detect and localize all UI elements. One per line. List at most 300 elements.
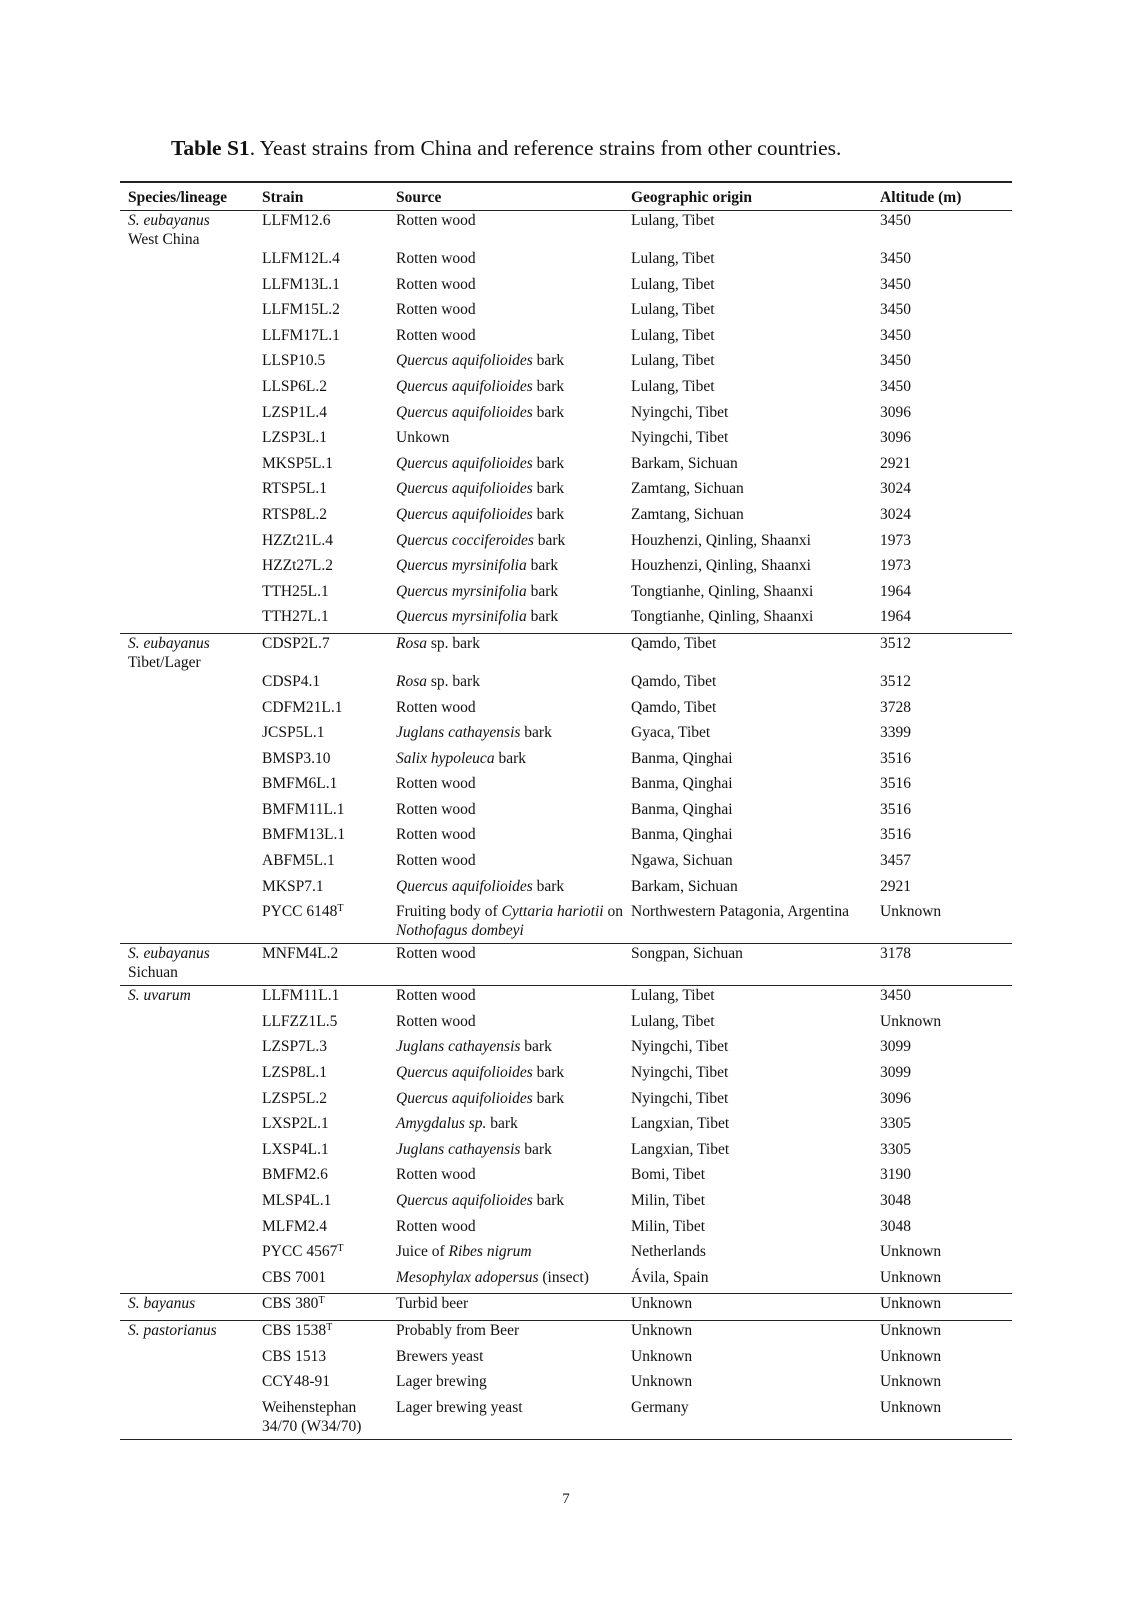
strain-cell xyxy=(254,851,388,877)
header-source: Source xyxy=(388,182,623,211)
source-text: bark xyxy=(526,557,559,575)
strain-name: TTH27L.1 xyxy=(262,608,329,626)
source-cell xyxy=(388,607,623,633)
header-species: Species/lineage xyxy=(120,182,254,211)
origin-cell: Germany xyxy=(623,1398,872,1440)
origin-cell: Langxian, Tibet xyxy=(631,1140,730,1158)
origin-cell: Nyingchi, Tibet xyxy=(631,429,729,447)
strain-cell xyxy=(254,749,388,775)
species-cell xyxy=(120,1012,254,1038)
source-cell xyxy=(388,505,623,531)
species-cell xyxy=(120,249,254,275)
table-row xyxy=(120,1242,1012,1268)
altitude-cell: 3048 xyxy=(880,1192,911,1209)
source-text: Quercus myrsinifolia xyxy=(396,582,527,600)
source-cell xyxy=(388,454,623,480)
strain-cell xyxy=(254,1347,388,1373)
source-text: Rotten wood xyxy=(396,775,476,793)
source-text: Rotten wood xyxy=(396,326,476,344)
strain-name: JCSP5L.1 xyxy=(262,724,325,742)
species-cell xyxy=(120,1347,254,1373)
table-row xyxy=(120,1114,1012,1140)
species-name: S. bayanus xyxy=(128,1295,196,1313)
table-row xyxy=(120,1398,1012,1440)
species-name: S. eubayanus xyxy=(128,212,210,229)
strain-cell xyxy=(254,403,388,429)
altitude-cell: 3450 xyxy=(880,377,911,395)
strain-cell xyxy=(254,1398,388,1440)
source-cell xyxy=(388,1012,623,1038)
type-strain-mark: T xyxy=(326,1321,333,1333)
strain-name: PYCC 4567 xyxy=(262,1243,338,1261)
strain-cell xyxy=(254,1372,388,1398)
source-text: Rotten wood xyxy=(396,250,476,267)
source-text: bark xyxy=(532,377,565,395)
source-text: bark xyxy=(532,1089,565,1107)
source-cell xyxy=(388,479,623,505)
strain-name: LZSP5L.2 xyxy=(262,1089,328,1107)
altitude-cell: 3048 xyxy=(880,1217,911,1235)
source-text: Juglans cathayensis xyxy=(396,724,521,742)
altitude-cell: 3450 xyxy=(880,326,911,344)
altitude-cell: 3024 xyxy=(880,505,911,523)
altitude-cell: 3190 xyxy=(880,1166,911,1184)
source-cell xyxy=(388,300,623,326)
table-row xyxy=(120,582,1012,608)
origin-cell: Milin, Tibet xyxy=(631,1192,706,1209)
species-cell xyxy=(120,902,254,944)
strain-name: LLFM12L.4 xyxy=(262,250,340,267)
strain-cell xyxy=(254,1165,388,1191)
origin-cell: Gyaca, Tibet xyxy=(631,724,711,742)
altitude-cell: 1973 xyxy=(880,557,911,575)
table-row xyxy=(120,403,1012,429)
table-row xyxy=(120,249,1012,275)
strain-name: MKSP5L.1 xyxy=(262,454,334,472)
strain-name: ABFM5L.1 xyxy=(262,852,335,870)
source-text: bark xyxy=(532,454,565,472)
source-text: Probably from Beer xyxy=(396,1321,520,1339)
species-cell xyxy=(120,1165,254,1191)
altitude-cell: 1964 xyxy=(880,582,911,600)
table-row xyxy=(120,851,1012,877)
source-text: Rotten wood xyxy=(396,987,476,1005)
altitude-cell: 3305 xyxy=(880,1140,911,1158)
origin-cell: Banma, Qinghai xyxy=(631,775,733,793)
table-row xyxy=(120,698,1012,724)
altitude-cell: Unknown xyxy=(872,1320,1012,1346)
strain-name: MKSP7.1 xyxy=(262,877,324,895)
species-name: S. pastorianus xyxy=(128,1321,217,1339)
origin-cell: Banma, Qinghai xyxy=(631,826,733,844)
table-row xyxy=(120,633,1012,672)
species-cell xyxy=(120,1037,254,1063)
strain-cell xyxy=(254,1320,388,1346)
source-cell xyxy=(388,944,623,986)
origin-cell: Lulang, Tibet xyxy=(623,986,872,1012)
source-text: bark xyxy=(520,724,552,742)
table-row xyxy=(120,479,1012,505)
strain-name: HZZt27L.2 xyxy=(262,557,334,575)
altitude-cell: Unknown xyxy=(880,1347,942,1365)
source-text: Rotten wood xyxy=(396,1217,476,1235)
strain-cell xyxy=(254,723,388,749)
source-text: Cyttaria hariotii xyxy=(501,903,604,921)
species-cell xyxy=(120,986,254,1012)
species-cell xyxy=(120,556,254,582)
strain-cell xyxy=(254,607,388,633)
species-cell xyxy=(120,877,254,903)
species-cell xyxy=(120,1140,254,1166)
source-text: Quercus aquifolioides xyxy=(396,480,533,498)
altitude-cell: 3516 xyxy=(880,775,911,793)
table-row xyxy=(120,326,1012,352)
source-cell xyxy=(388,249,623,275)
source-cell xyxy=(388,1398,623,1440)
species-cell xyxy=(120,300,254,326)
altitude-cell: 3099 xyxy=(880,1064,911,1082)
source-text: Quercus myrsinifolia xyxy=(396,608,527,626)
species-cell xyxy=(120,607,254,633)
type-strain-mark: T xyxy=(337,1243,344,1255)
altitude-cell: 3728 xyxy=(880,698,911,716)
strain-cell xyxy=(254,986,388,1012)
origin-cell: Tongtianhe, Qinling, Shaanxi xyxy=(631,608,814,626)
table-row xyxy=(120,377,1012,403)
origin-cell: Houzhenzi, Qinling, Shaanxi xyxy=(631,557,811,575)
altitude-cell: 3512 xyxy=(880,672,911,690)
source-text: on xyxy=(603,903,627,921)
species-name: S. eubayanus xyxy=(128,945,210,963)
source-text: Rotten wood xyxy=(396,212,476,229)
table-row xyxy=(120,556,1012,582)
origin-cell: Lulang, Tibet xyxy=(631,301,715,319)
source-text: Rosa xyxy=(396,672,427,690)
table-row xyxy=(120,351,1012,377)
strain-name: LZSP8L.1 xyxy=(262,1064,328,1082)
strain-name: LLFZZ1L.5 xyxy=(262,1012,338,1030)
source-cell xyxy=(388,1294,623,1321)
strain-name: BMSP3.10 xyxy=(262,749,331,767)
species-cell xyxy=(120,698,254,724)
strain-name: LLFM15L.2 xyxy=(262,301,340,319)
species-cell xyxy=(120,403,254,429)
origin-cell: Lulang, Tibet xyxy=(631,275,715,293)
strain-cell xyxy=(254,454,388,480)
altitude-cell: 1973 xyxy=(880,531,911,549)
lineage-name: Sichuan xyxy=(128,964,178,982)
table-row xyxy=(120,607,1012,633)
species-cell xyxy=(120,1114,254,1140)
origin-cell: Unknown xyxy=(631,1373,693,1391)
source-cell xyxy=(388,351,623,377)
table-row xyxy=(120,672,1012,698)
source-cell xyxy=(388,1347,623,1373)
source-cell xyxy=(388,774,623,800)
source-text: bark xyxy=(532,877,565,895)
source-text: Rotten wood xyxy=(396,698,476,716)
strain-name: BMFM2.6 xyxy=(262,1166,328,1184)
species-cell xyxy=(120,723,254,749)
species-cell xyxy=(120,774,254,800)
source-cell xyxy=(388,1063,623,1089)
strain-cell xyxy=(254,479,388,505)
table-row xyxy=(120,1347,1012,1373)
source-cell xyxy=(388,749,623,775)
source-text: bark xyxy=(533,531,566,549)
strain-cell xyxy=(254,1089,388,1115)
origin-cell: Unknown xyxy=(623,1294,872,1321)
source-text: Mesophylax adopersus xyxy=(396,1268,539,1286)
caption-text: . Yeast strains from China and reference strains from other countries. xyxy=(249,136,842,160)
origin-cell: Unknown xyxy=(631,1347,693,1365)
source-text: bark xyxy=(532,352,565,370)
source-cell xyxy=(388,1114,623,1140)
table-row xyxy=(120,1372,1012,1398)
strain-cell xyxy=(254,1012,388,1038)
origin-cell: Lulang, Tibet xyxy=(631,352,715,370)
source-text: bark xyxy=(526,608,559,626)
source-cell xyxy=(388,556,623,582)
source-cell xyxy=(388,1268,623,1294)
species-cell xyxy=(120,1242,254,1268)
source-text: Juice of xyxy=(396,1243,449,1261)
table-caption xyxy=(171,136,841,161)
table-row xyxy=(120,428,1012,454)
origin-cell: Songpan, Sichuan xyxy=(623,944,872,986)
strain-cell xyxy=(254,300,388,326)
species-cell xyxy=(120,749,254,775)
source-cell xyxy=(388,672,623,698)
source-text: bark xyxy=(486,1115,518,1133)
source-cell xyxy=(388,1165,623,1191)
source-text: Quercus aquifolioides xyxy=(396,377,533,395)
table-row xyxy=(120,1268,1012,1294)
species-cell xyxy=(120,851,254,877)
origin-cell: Nyingchi, Tibet xyxy=(631,1089,729,1107)
source-text: Rotten wood xyxy=(396,852,476,870)
altitude-cell: 2921 xyxy=(880,877,911,895)
species-cell xyxy=(120,1217,254,1243)
origin-cell: Zamtang, Sichuan xyxy=(631,480,744,498)
source-text: Nothofagus dombeyi xyxy=(396,922,524,940)
strain-name: RTSP5L.1 xyxy=(262,480,327,498)
altitude-cell: Unknown xyxy=(872,1398,1012,1440)
table-row xyxy=(120,1165,1012,1191)
altitude-cell: 3450 xyxy=(880,250,911,267)
altitude-cell: 2921 xyxy=(880,454,911,472)
origin-cell: Lulang, Tibet xyxy=(631,377,715,395)
altitude-cell: Unknown xyxy=(880,1373,942,1391)
source-text: Rotten wood xyxy=(396,945,476,963)
strain-cell xyxy=(254,1294,388,1321)
strain-name: MLSP4L.1 xyxy=(262,1192,332,1209)
species-cell xyxy=(120,531,254,557)
strain-name: LXSP4L.1 xyxy=(262,1140,329,1158)
origin-cell: Qamdo, Tibet xyxy=(631,672,717,690)
species-cell xyxy=(120,454,254,480)
altitude-cell: 3096 xyxy=(880,403,911,421)
strain-cell xyxy=(254,249,388,275)
origin-cell: Bomi, Tibet xyxy=(631,1166,706,1184)
strain-name: BMFM13L.1 xyxy=(262,826,346,844)
source-text: Quercus aquifolioides xyxy=(396,877,533,895)
strain-name: LLFM17L.1 xyxy=(262,326,340,344)
altitude-cell: Unknown xyxy=(872,1294,1012,1321)
strain-cell xyxy=(254,1242,388,1268)
table-row xyxy=(120,1063,1012,1089)
source-cell xyxy=(388,1372,623,1398)
strain-name: LLFM13L.1 xyxy=(262,275,340,293)
origin-cell: Barkam, Sichuan xyxy=(631,454,738,472)
strain-cell xyxy=(254,275,388,301)
altitude-cell: Unknown xyxy=(880,1012,942,1030)
table-row xyxy=(120,902,1012,944)
strain-cell xyxy=(254,774,388,800)
source-cell xyxy=(388,723,623,749)
source-text: Rosa xyxy=(396,634,427,652)
source-text: Rotten wood xyxy=(396,800,476,818)
strain-name: CDSP2L.7 xyxy=(262,634,330,652)
origin-cell: Qamdo, Tibet xyxy=(623,633,872,672)
table-row xyxy=(120,1089,1012,1115)
source-text: Quercus aquifolioides xyxy=(396,403,533,421)
source-cell xyxy=(388,403,623,429)
source-cell xyxy=(388,902,627,944)
table-row xyxy=(120,1012,1012,1038)
strain-cell xyxy=(254,902,388,944)
source-cell xyxy=(388,326,623,352)
origin-cell: Houzhenzi, Qinling, Shaanxi xyxy=(631,531,811,549)
strain-name: CCY48-91 xyxy=(262,1373,331,1391)
type-strain-mark: T xyxy=(337,903,344,915)
species-cell xyxy=(120,1063,254,1089)
strain-name: LZSP7L.3 xyxy=(262,1038,328,1056)
altitude-cell: 3450 xyxy=(880,275,911,293)
strain-name: RTSP8L.2 xyxy=(262,505,327,523)
source-text: Quercus aquifolioides xyxy=(396,1089,533,1107)
strain-name: BMFM11L.1 xyxy=(262,800,345,818)
source-text: Brewers yeast xyxy=(396,1347,484,1365)
origin-cell: Ngawa, Sichuan xyxy=(631,852,733,870)
altitude-cell: 3450 xyxy=(872,986,1012,1012)
strain-name: LLSP6L.2 xyxy=(262,377,328,395)
altitude-cell: 3516 xyxy=(880,749,911,767)
source-text: Quercus aquifolioides xyxy=(396,1192,533,1209)
source-text: Rotten wood xyxy=(396,826,476,844)
altitude-cell: 3096 xyxy=(880,1089,911,1107)
strain-cell xyxy=(254,1217,388,1243)
header-strain: Strain xyxy=(254,182,388,211)
species-cell xyxy=(120,1191,254,1217)
species-cell xyxy=(120,428,254,454)
source-text: Unkown xyxy=(396,429,450,447)
strain-cell xyxy=(254,672,388,698)
source-cell xyxy=(388,1242,623,1268)
lineage-name: West China xyxy=(128,231,200,248)
species-cell xyxy=(120,1089,254,1115)
origin-cell: Nyingchi, Tibet xyxy=(631,1064,729,1082)
strain-cell xyxy=(254,326,388,352)
source-text: Rotten wood xyxy=(396,301,476,319)
species-cell xyxy=(120,211,254,250)
strain-cell xyxy=(254,505,388,531)
page-number: 7 xyxy=(562,1491,570,1507)
origin-cell: Netherlands xyxy=(631,1243,706,1261)
table-row xyxy=(120,986,1012,1012)
source-text: Quercus aquifolioides xyxy=(396,352,533,370)
source-cell xyxy=(388,633,623,672)
table-row xyxy=(120,275,1012,301)
strain-name: TTH25L.1 xyxy=(262,582,329,600)
table-row xyxy=(120,749,1012,775)
header-altitude: Altitude (m) xyxy=(872,182,1012,211)
type-strain-mark: T xyxy=(318,1295,325,1307)
table-row xyxy=(120,800,1012,826)
altitude-cell: 3457 xyxy=(880,852,911,870)
table-row xyxy=(120,1037,1012,1063)
caption-label: Table S1 xyxy=(171,136,250,160)
species-cell xyxy=(120,633,254,672)
altitude-cell: 1964 xyxy=(880,608,911,626)
altitude-cell: 3178 xyxy=(872,944,1012,986)
species-name: S. uvarum xyxy=(128,987,191,1005)
source-cell xyxy=(388,698,623,724)
origin-cell: Lulang, Tibet xyxy=(623,211,872,250)
source-cell xyxy=(388,986,623,1012)
source-cell xyxy=(388,851,623,877)
source-cell xyxy=(388,1037,623,1063)
species-cell xyxy=(120,326,254,352)
source-text: bark xyxy=(532,403,565,421)
table-row xyxy=(120,1140,1012,1166)
table-row xyxy=(120,1320,1012,1346)
altitude-cell: 3450 xyxy=(880,301,911,319)
source-text: Quercus myrsinifolia xyxy=(396,557,527,575)
strain-table xyxy=(120,181,1012,1440)
origin-cell: Ávila, Spain xyxy=(631,1268,709,1286)
origin-cell: Banma, Qinghai xyxy=(631,749,733,767)
table-row xyxy=(120,723,1012,749)
strain-cell xyxy=(254,877,388,903)
table-row xyxy=(120,1294,1012,1321)
strain-cell xyxy=(254,1063,388,1089)
origin-cell: Unknown xyxy=(623,1320,872,1346)
table-row xyxy=(120,877,1012,903)
source-text: bark xyxy=(532,1192,565,1209)
strain-cell xyxy=(254,633,388,672)
source-text: sp. bark xyxy=(427,672,480,690)
strain-cell xyxy=(254,351,388,377)
table-row xyxy=(120,211,1012,250)
source-text: Rotten wood xyxy=(396,275,476,293)
source-text: Rotten wood xyxy=(396,1012,476,1030)
strain-cell xyxy=(254,1037,388,1063)
altitude-cell: 3399 xyxy=(880,724,911,742)
species-cell xyxy=(120,1398,254,1440)
altitude-cell: Unknown xyxy=(880,1268,942,1286)
strain-cell xyxy=(254,1140,388,1166)
strain-name: CBS 380 xyxy=(262,1295,319,1313)
source-cell xyxy=(388,1217,623,1243)
source-text: bark xyxy=(520,1140,552,1158)
strain-cell xyxy=(254,825,388,851)
species-cell xyxy=(120,1372,254,1398)
altitude-cell: 3450 xyxy=(880,352,911,370)
source-cell xyxy=(388,275,623,301)
origin-cell: Nyingchi, Tibet xyxy=(631,403,729,421)
origin-cell: Tongtianhe, Qinling, Shaanxi xyxy=(631,582,814,600)
